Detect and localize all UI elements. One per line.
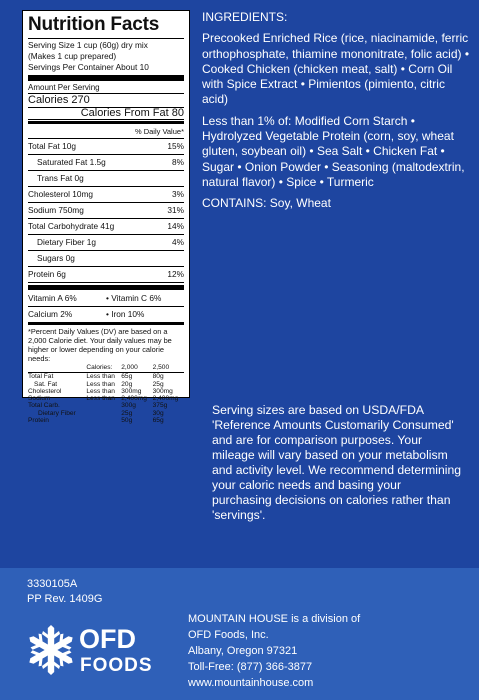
- dv-cell: 2,500: [153, 364, 184, 373]
- nutrient-label: Dietary Fiber 1g: [37, 237, 97, 247]
- dv-cell: 65g: [121, 373, 133, 381]
- package-codes: [27, 577, 102, 607]
- dv-cell: Calories:: [86, 364, 121, 373]
- calcium: Calcium 2%: [28, 309, 73, 319]
- nutrient-row: [28, 235, 184, 251]
- serving-note: (Makes 1 cup prepared): [28, 51, 117, 61]
- company-address: Albany, Oregon 97321: [188, 645, 298, 657]
- ingredients-minor: Less than 1% of: Modified Corn Starch • Hydrolyzed Vegetable Protein (corn, soy, wheat gluten, soybean oil) • Sea Salt • Chicken Fat • Sugar • Onion Powder • Seasoning (maltodextrin, natural flavor) • Spice • Turmeric: [202, 113, 465, 189]
- dv-cell: 2,000: [121, 364, 152, 373]
- dv-cell: Less than: [86, 380, 115, 388]
- dv-cell: 2,400mg: [152, 395, 179, 403]
- dv-table-row: [28, 395, 184, 402]
- vitamin-c: • Vitamin C 6%: [106, 293, 162, 303]
- dv-cell: 30g: [152, 409, 164, 417]
- company-phone: Toll-Free: (877) 366-3877: [188, 661, 313, 673]
- nutrient-dv: 8%: [172, 157, 184, 167]
- logo-ofd-text: OFD: [79, 624, 136, 654]
- nutrient-label: Total Carbohydrate 41g: [28, 221, 115, 231]
- divider-medium: [28, 121, 184, 124]
- nutrient-label: Sodium 750mg: [28, 205, 84, 215]
- logo-foods-text: FOODS: [80, 655, 153, 676]
- product-code: 3330105A: [27, 578, 78, 590]
- dv-cell: 25g: [152, 380, 164, 388]
- dv-reference-table: [28, 364, 184, 424]
- dv-cell: 2,400mg: [121, 395, 147, 403]
- dv-cell: Total Fat: [28, 373, 54, 381]
- dv-cell: 300g: [121, 402, 136, 410]
- divider-thick: [28, 285, 184, 290]
- nutrient-dv: 14%: [167, 221, 184, 231]
- dv-footnote: *Percent Daily Values (DV) are based on a 2,000 Calorie diet. Your daily values may be higher or lower depending on your calorie needs:: [28, 327, 172, 363]
- dv-cell: Sat. Fat: [34, 380, 58, 388]
- company-info: [188, 611, 360, 691]
- nutrient-dv: 3%: [172, 189, 184, 199]
- nutrient-label: Sugars 0g: [37, 253, 75, 263]
- dv-table-row: [28, 373, 184, 381]
- nutrient-row: [28, 267, 184, 283]
- dv-table-row: [28, 388, 184, 395]
- dv-cell: 375g: [152, 402, 168, 410]
- company-website: www.mountainhouse.com: [188, 677, 314, 689]
- nutrient-row: [28, 203, 184, 219]
- nutrient-label: Total Fat 10g: [28, 141, 76, 151]
- nutrient-row: [28, 139, 184, 155]
- dv-cell: 20g: [121, 380, 133, 388]
- dv-cell: Cholesterol: [28, 387, 62, 395]
- snowflake-icon: [27, 620, 197, 680]
- dv-cell: 25g: [121, 409, 133, 417]
- daily-value-header: % Daily Value*: [28, 125, 184, 139]
- vitamin-row: [28, 291, 184, 307]
- dv-cell: 80g: [152, 373, 164, 381]
- ingredients-block: [202, 10, 470, 218]
- calories: Calories 270: [28, 94, 184, 108]
- mineral-row: [28, 307, 184, 325]
- serving-size: Serving Size 1 cup (60g) dry mix: [28, 40, 148, 50]
- allergen-contains: CONTAINS: Soy, Wheat: [202, 196, 331, 211]
- dv-table-row: [28, 410, 184, 417]
- dv-cell: Less than: [86, 395, 115, 403]
- nutrition-title: Nutrition Facts: [28, 14, 184, 39]
- dv-cell: Less than: [86, 373, 115, 381]
- nutrient-label: Cholesterol 10mg: [28, 189, 94, 199]
- vitamin-a: Vitamin A 6%: [28, 293, 77, 303]
- nutrient-label: Saturated Fat 1.5g: [37, 157, 106, 167]
- nutrient-row: [28, 171, 184, 187]
- dv-table-row: [28, 381, 184, 388]
- dv-cell: 300mg: [152, 387, 173, 395]
- nutrition-facts-label: [22, 10, 190, 425]
- revision-code: PP Rev. 1409G: [27, 593, 103, 605]
- iron: • Iron 10%: [106, 309, 145, 319]
- dv-cell: Protein: [28, 417, 49, 425]
- dv-cell: Sodium: [28, 395, 51, 403]
- dv-cell: [86, 410, 121, 417]
- ingredients-heading: INGREDIENTS:: [202, 10, 288, 24]
- ofd-foods-logo: [27, 620, 197, 680]
- dv-cell: Less than: [86, 387, 115, 395]
- servings-per-container: Servings Per Container About 10: [28, 62, 149, 72]
- ingredients-main: Precooked Enriched Rice (rice, niacinamide, ferric orthophosphate, thiamine mononitrate, folic acid) • Cooked Chicken (chicken meat, salt) • Corn Oil with Spice Extract • Pimientos (pimiento, citric acid): [202, 31, 470, 107]
- dv-cell: Total Carb.: [28, 402, 60, 410]
- nutrient-row: [28, 155, 184, 171]
- nutrient-row: [28, 219, 184, 235]
- dv-cell: 65g: [152, 417, 164, 425]
- dv-table-header: [28, 364, 184, 373]
- dv-cell: 300mg: [121, 387, 142, 395]
- dv-table-row: [28, 417, 184, 424]
- amount-per-serving: Amount Per Serving: [28, 82, 184, 94]
- nutrient-row: [28, 251, 184, 267]
- serving-size-note: Serving sizes are based on USDA/FDA 'Reference Amounts Customarily Consumed' and are for comparison purposes. Your mileage will vary based on your metabolism and activity level. We recommend determining your caloric needs and basing your purchasing decisions on calories rather than 'servings'.: [212, 403, 462, 522]
- dv-cell: [86, 402, 121, 409]
- company-line: MOUNTAIN HOUSE is a division of: [188, 613, 361, 625]
- nutrient-dv: 15%: [167, 141, 184, 151]
- nutrient-label: Protein 6g: [28, 269, 66, 279]
- dv-cell: Dietary Fiber: [38, 409, 76, 417]
- nutrient-dv: 31%: [167, 205, 184, 215]
- dv-cell: [86, 417, 121, 424]
- nutrient-row: [28, 187, 184, 203]
- nutrient-dv: 4%: [172, 237, 184, 247]
- nutrient-label: Trans Fat 0g: [37, 173, 84, 183]
- dv-cell: [28, 364, 86, 373]
- divider-thick: [28, 75, 184, 81]
- dv-table-row: [28, 402, 184, 409]
- calories-from-fat: Calories From Fat 80: [28, 108, 184, 120]
- dv-cell: 50g: [121, 417, 133, 425]
- nutrient-dv: 12%: [167, 269, 184, 279]
- company-line: OFD Foods, Inc.: [188, 629, 269, 641]
